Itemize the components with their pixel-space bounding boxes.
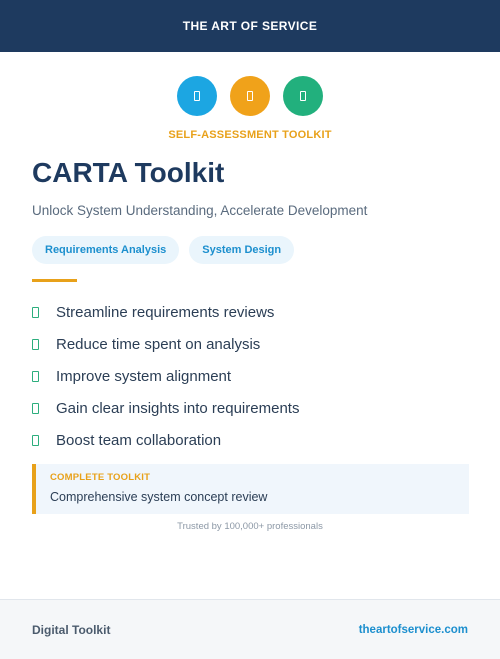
accent-divider — [32, 279, 77, 282]
footer-label: Digital Toolkit — [32, 622, 111, 637]
document-icon — [177, 76, 217, 116]
kicker-label: SELF-ASSESSMENT TOOLKIT — [168, 129, 332, 141]
website-link[interactable]: theartofservice.com — [358, 623, 468, 636]
header-bar — [0, 0, 500, 52]
tag-system-design: System Design — [189, 236, 294, 264]
page-title: CARTA Toolkit — [32, 157, 225, 188]
check-icon — [32, 403, 39, 414]
page-subtitle: Unlock System Understanding, Accelerate Development — [32, 203, 368, 218]
benefit-item: Streamline requirements reviews — [32, 296, 299, 328]
check-icon — [32, 307, 39, 318]
tag-requirements-analysis: Requirements Analysis — [32, 236, 179, 264]
toolkit-callout — [32, 464, 469, 514]
check-icon — [32, 339, 39, 350]
benefit-list — [32, 296, 299, 456]
benefit-item: Boost team collaboration — [32, 424, 299, 456]
brand-name: THE ART OF SERVICE — [182, 19, 318, 33]
tag-list — [32, 236, 294, 264]
benefit-item: Improve system alignment — [32, 360, 299, 392]
callout-text: Comprehensive system concept review — [50, 490, 268, 504]
check-icon — [32, 371, 39, 382]
benefit-item: Gain clear insights into requirements — [32, 392, 299, 424]
trust-note: Trusted by 100,000+ professionals — [177, 521, 323, 532]
icon-row — [0, 76, 500, 116]
benefit-item: Reduce time spent on analysis — [32, 328, 299, 360]
callout-label: COMPLETE TOOLKIT — [50, 472, 151, 483]
check-icon — [32, 435, 39, 446]
footer-bar — [0, 599, 500, 659]
document-icon — [283, 76, 323, 116]
document-icon — [230, 76, 270, 116]
